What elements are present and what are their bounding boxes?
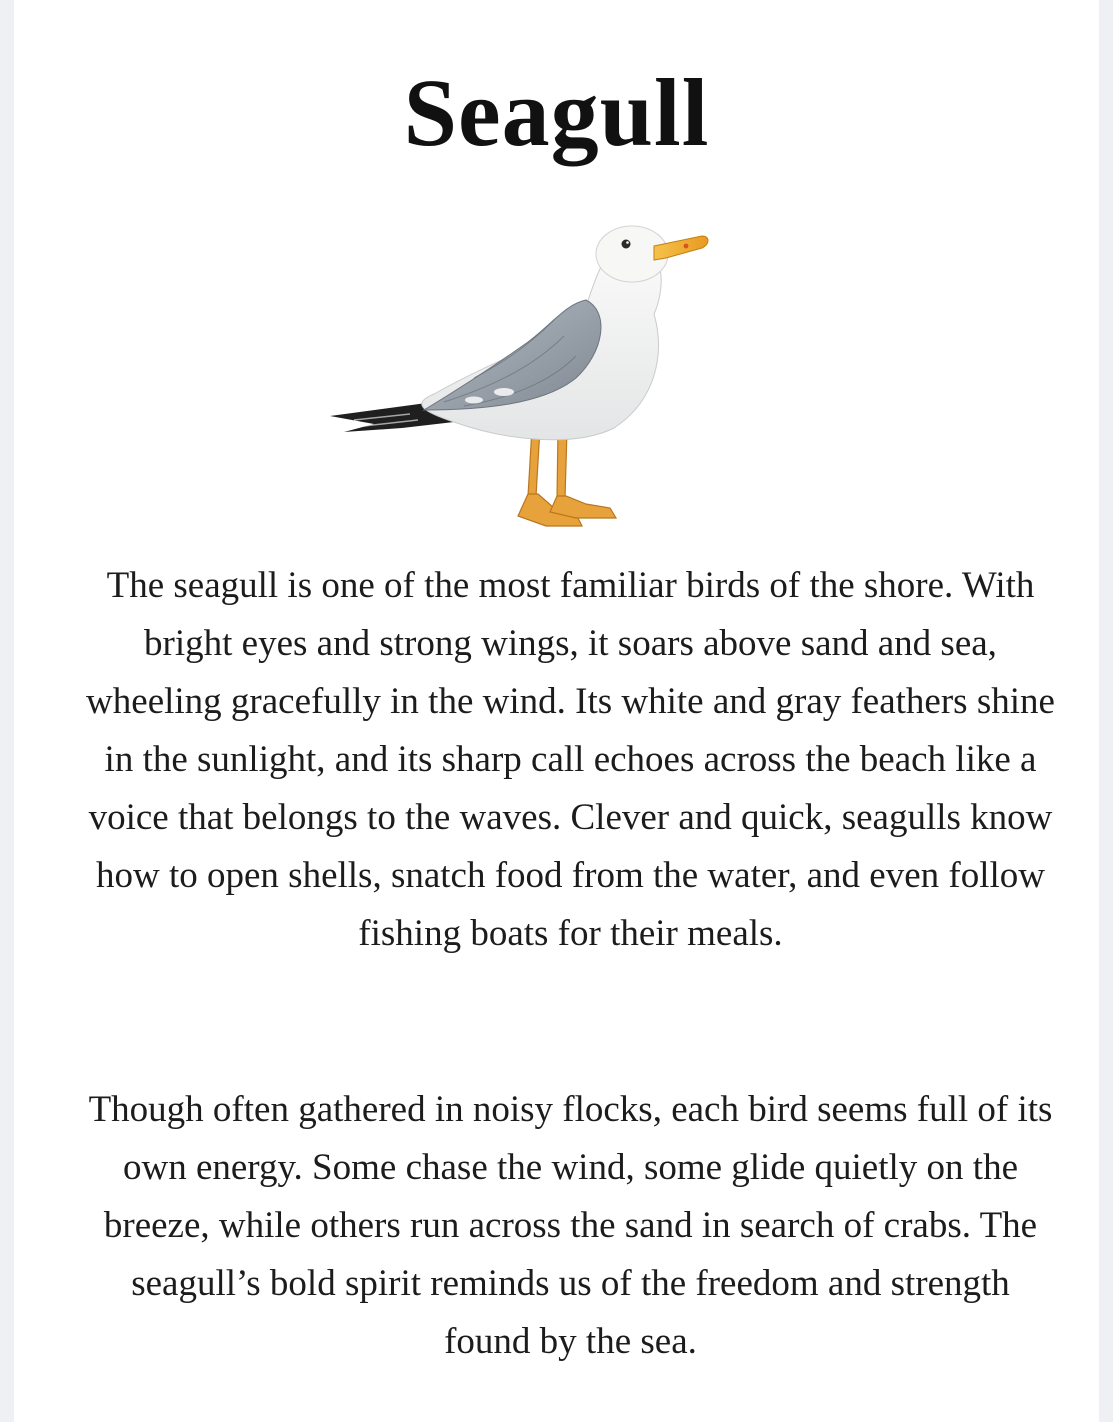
paragraph-closing: Though often gathered in noisy flocks, each bird seems full of its own energy. Some chase the wind, some glide quietly on the breeze, while others run across the sand in search of crabs. The seagull’s bold spirit reminds us of the freedom and strength found by the sea.: [88, 1089, 1053, 1362]
page-title: Seagull: [403, 59, 710, 166]
legs: [518, 428, 616, 526]
eye: [622, 240, 631, 249]
seagull-illustration: [314, 196, 734, 546]
paragraph-intro: The seagull is one of the most familiar birds of the shore. With bright eyes and strong wings, it soars above sand and sea, wheeling gracefully in the wind. Its white and gray feathers shine in the sunlight, and its sharp call echoes across the beach like a voice that belongs to the waves. Clever and quick, seagulls know how to open shells, snatch food from the water, and even follow fishing boats for their meals.: [86, 565, 1055, 954]
